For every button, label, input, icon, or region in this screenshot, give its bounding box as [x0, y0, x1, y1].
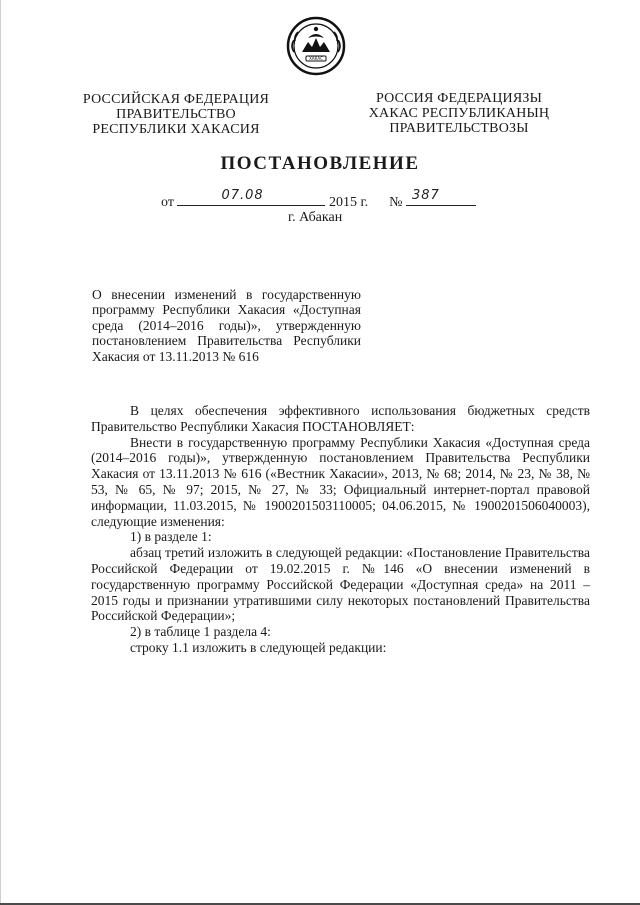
body-paragraph: Внести в государственную программу Республики Хакасия «Доступная среда (2014–2016 годы)», утвержденную постановлением Правительства Республики Хакасия от 13.11.2013 № 616 («Вестник Хакасии», 2013, № 68; 2014, № 23, № 38, № 53, № 65, № 97; 2015, № 27, № 33; Официальный интернет-портал правовой информации, 11.03.2015, № 1900201503110005; 04.06.2015, № 1900201506040003), следующие изменения: [91, 434, 590, 529]
body-paragraph: строку 1.1 изложить в следующей редакции: [130, 639, 387, 655]
header-right-block [356, 91, 562, 136]
subject-block: О внесении изменений в государственную программу Республики Хакасия «Доступная среда (2014–2016 годы)», утвержденную постановлением Правительства Республики Хакасия от 13.11.2013 № 616 [92, 287, 361, 364]
number-blank [406, 188, 476, 206]
header-left-line: ПРАВИТЕЛЬСТВО [116, 107, 236, 122]
document-title: ПОСТАНОВЛЕНИЕ [220, 153, 420, 174]
date-number-line [161, 188, 476, 211]
header-right-line: ПРАВИТЕЛЬСТВОЗЫ [389, 121, 529, 136]
city-label: г. Абакан [288, 210, 343, 225]
date-blank [177, 188, 325, 206]
body-paragraph: 2) в таблице 1 раздела 4: [130, 624, 271, 640]
number-sign: № [389, 195, 403, 210]
year-text: 2015 г. [328, 195, 369, 210]
body-text [91, 403, 590, 656]
header-left-line: РОССИЙСКАЯ ФЕДЕРАЦИЯ [82, 92, 270, 107]
emblem-ribbon-text: ХАКАС [309, 56, 323, 62]
body-paragraph: В целях обеспечения эффективного использования бюджетных средств Правительство Республики Хакасия ПОСТАНОВЛЯЕТ: [91, 403, 590, 434]
date-prefix: от [161, 195, 174, 210]
coat-of-arms-icon [286, 16, 346, 76]
body-paragraph: абзац третий изложить в следующей редакции: «Постановление Правительства Российской Федерации от 19.02.2015 г. №146 «О внесении изменений в государственную программу Российской Федерации «Доступная среда» на 2011 – 2015 годы и признании утратившими силу некоторых постановлений Правительства Российской Федерации»; [91, 545, 590, 624]
handwritten-date: 07.08 [221, 188, 264, 203]
handwritten-number: 387 [411, 188, 440, 203]
scan-left-edge [0, 0, 1, 905]
body-paragraph: 1) в разделе 1: [130, 529, 212, 545]
header-right-line: РОССИЯ ФЕДЕРАЦИЯЗЫ [375, 91, 543, 106]
header-right-line: ХАКАС РЕСПУБЛИКАНЫҢ [368, 106, 550, 121]
header-left-block [78, 92, 274, 137]
header-left-line: РЕСПУБЛИКИ ХАКАСИЯ [92, 122, 260, 137]
